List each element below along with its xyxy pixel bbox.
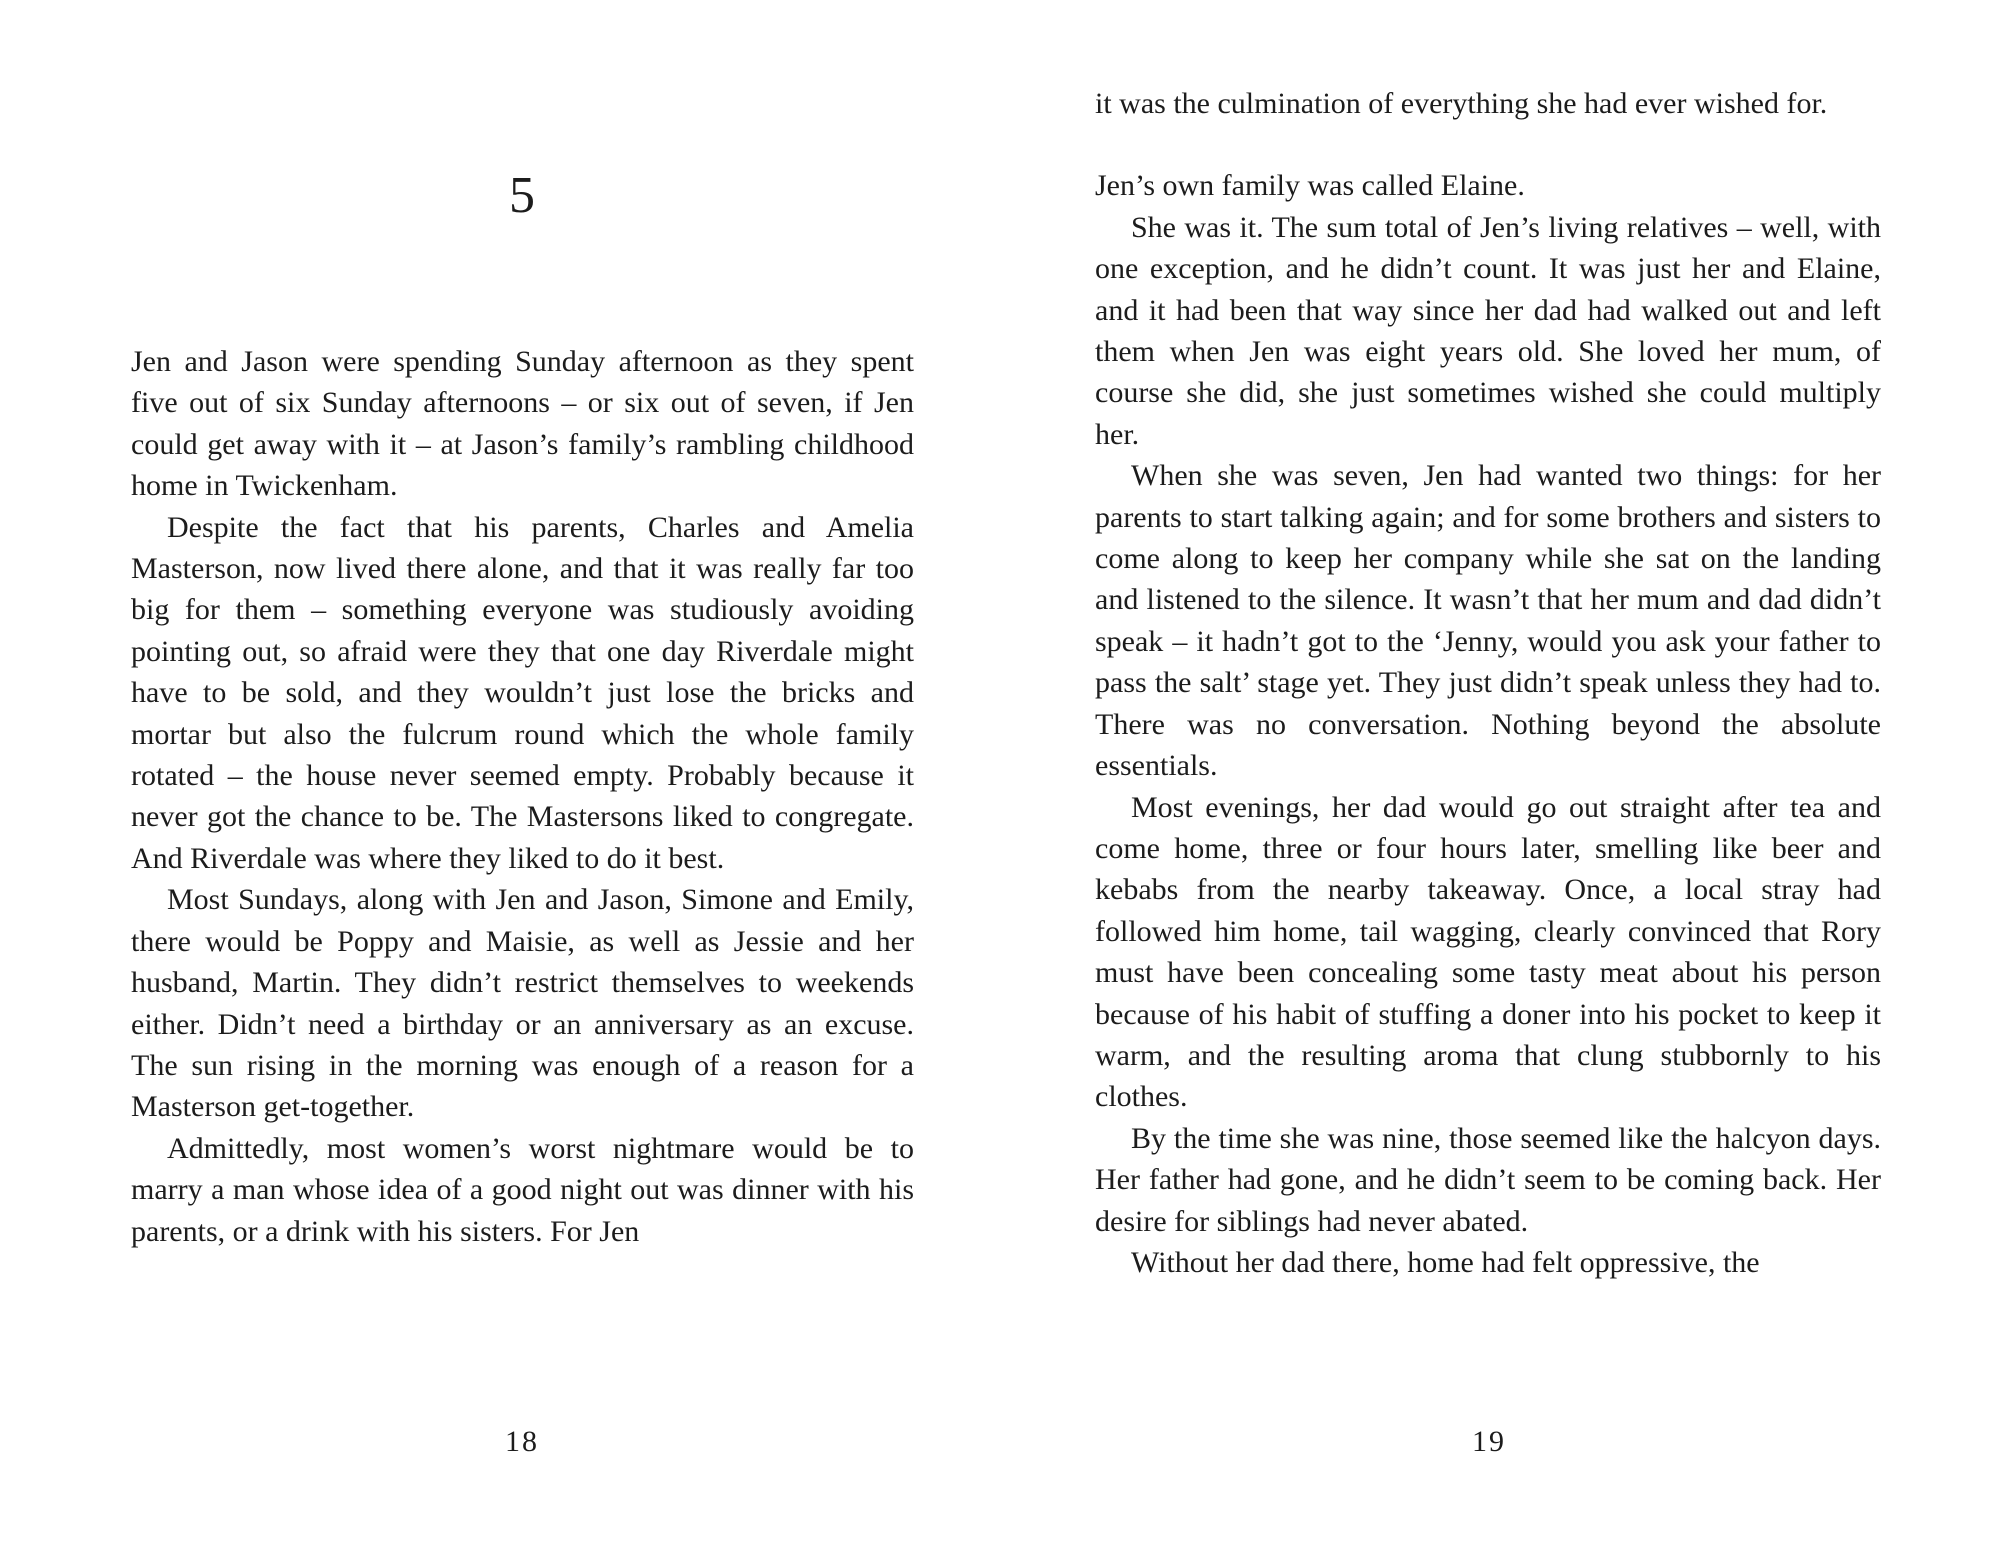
page-number: 18 bbox=[505, 1425, 539, 1458]
paragraph: Admittedly, most women’s worst nightmare would be to marry a man whose idea of a good night out was dinner with his parents, or a drink with his sisters. For Jen bbox=[131, 1131, 914, 1248]
paragraph: Jen’s own family was called Elaine. bbox=[1095, 169, 1525, 203]
paragraph: She was it. The sum total of Jen’s living relatives – well, with one exception, and he didn’t count. It was just her and Elaine, and it had been that way since her dad had walked out and left them when Jen was eight years old. She loved her mum, of course she did, she just sometimes wished she could multiply her. bbox=[1095, 210, 1881, 451]
right-page-text bbox=[1095, 83, 1881, 1283]
paragraph: Jen and Jason were spending Sunday afternoon as they spent five out of six Sunday afternoons – or six out of seven, if Jen could get away with it – at Jason’s family’s rambling childhood home in Twickenham. bbox=[131, 345, 914, 503]
paragraph: By the time she was nine, those seemed like the halcyon days. Her father had gone, and he didn’t seem to be coming back. Her desire for siblings had never abated. bbox=[1095, 1121, 1881, 1238]
left-page-text bbox=[131, 341, 914, 1252]
paragraph: When she was seven, Jen had wanted two things: for her parents to start talking again; and for some brothers and sisters to come along to keep her company while she sat on the landing and listened to the silence. It wasn’t that her mum and dad didn’t speak – it hadn’t got to the ‘Jenny, would you ask your father to pass the salt’ stage yet. They just didn’t speak unless they had to. There was no conversation. Nothing beyond the absolute essentials. bbox=[1095, 459, 1881, 783]
paragraph: it was the culmination of everything she had ever wished for. bbox=[1095, 87, 1828, 120]
chapter-number: 5 bbox=[509, 167, 535, 224]
paragraph: Most Sundays, along with Jen and Jason, Simone and Emily, there would be Poppy and Maisie, as well as Jessie and her husband, Martin. They didn’t restrict themselves to weekends either. Didn’t need a birthday or an anniversary as an excuse. The sun rising in the morning was enough of a reason for a Masterson get-together. bbox=[131, 883, 914, 1124]
paragraph: Most evenings, her dad would go out straight after tea and come home, three or four hours later, smelling like beer and kebabs from the nearby takeaway. Once, a local stray had followed him home, tail wagging, clearly convinced that Rory must have been concealing some tasty meat about his person because of his habit of stuffing a doner into his pocket to keep it warm, and the resulting aroma that clung stubbornly to his clothes. bbox=[1095, 790, 1881, 1114]
page-number: 19 bbox=[1472, 1425, 1506, 1458]
right-page bbox=[1000, 0, 2000, 1566]
paragraph: Without her dad there, home had felt oppressive, the bbox=[1131, 1245, 1760, 1279]
paragraph: Despite the fact that his parents, Charles and Amelia Masterson, now lived there alone, and that it was really far too big for them – something everyone was studiously avoiding pointing out, so afraid were they that one day Riverdale might have to be sold, and they wouldn’t just lose the bricks and mortar but also the fulcrum round which the whole family rotated – the house never seemed empty. Probably because it never got the chance to be. The Mastersons liked to congregate. And Riverdale was where they liked to do it best. bbox=[131, 510, 914, 875]
